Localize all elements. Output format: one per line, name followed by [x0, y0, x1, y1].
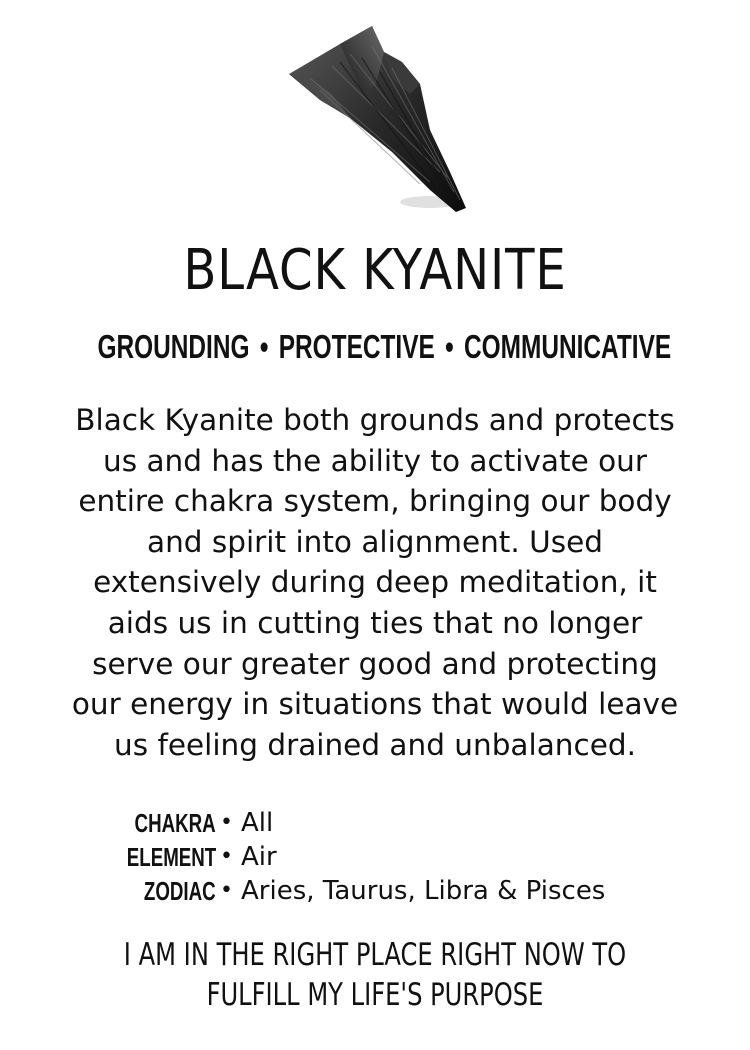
description-line: Black Kyanite both grounds and protects	[75, 403, 675, 437]
description-line: us feeling drained and unbalanced.	[114, 727, 636, 762]
attribute-value: Air	[241, 842, 277, 872]
affirmation-line: I AM IN THE RIGHT PLACE RIGHT NOW TO	[123, 937, 627, 973]
description-line: entire chakra system, bringing our body	[78, 484, 672, 519]
attribute-label: ELEMENT	[126, 842, 216, 872]
attribute-bullet: •	[220, 810, 233, 835]
affirmation-line: FULFILL MY LIFE'S PURPOSE	[206, 977, 544, 1013]
separator-dot: •	[259, 328, 269, 365]
description-line: serve our greater good and protecting	[92, 646, 658, 681]
page-title: BLACK KYANITE	[183, 238, 567, 303]
description-line: us and has the ability to activate our	[103, 443, 647, 478]
attribute-zodiac	[0, 874, 750, 908]
separator-dot: •	[445, 328, 454, 365]
description-paragraph	[40, 400, 710, 765]
description-line: and spirit into alignment. Used	[147, 524, 603, 559]
attribute-chakra	[0, 806, 750, 840]
attribute-element	[0, 840, 750, 874]
description-line: our energy in situations that would leave	[71, 687, 679, 722]
attribute-value: Aries, Taurus, Libra & Pisces	[241, 876, 606, 906]
description-line: extensively during deep meditation, it	[93, 565, 657, 600]
property-communicative: COMMUNICATIVE	[464, 328, 672, 365]
affirmation	[83, 935, 668, 1015]
property-protective: PROTECTIVE	[278, 328, 435, 365]
description-line: aids us in cutting ties that no longer	[107, 605, 643, 640]
attribute-value: All	[241, 808, 274, 838]
property-grounding: GROUNDING	[97, 328, 250, 365]
attribute-label: ZODIAC	[144, 876, 216, 906]
attribute-bullet: •	[220, 844, 233, 869]
properties-line	[97, 328, 672, 366]
attribute-label: CHAKRA	[134, 808, 216, 838]
attribute-bullet: •	[220, 878, 233, 903]
black-kyanite-crystal-icon	[280, 22, 475, 220]
